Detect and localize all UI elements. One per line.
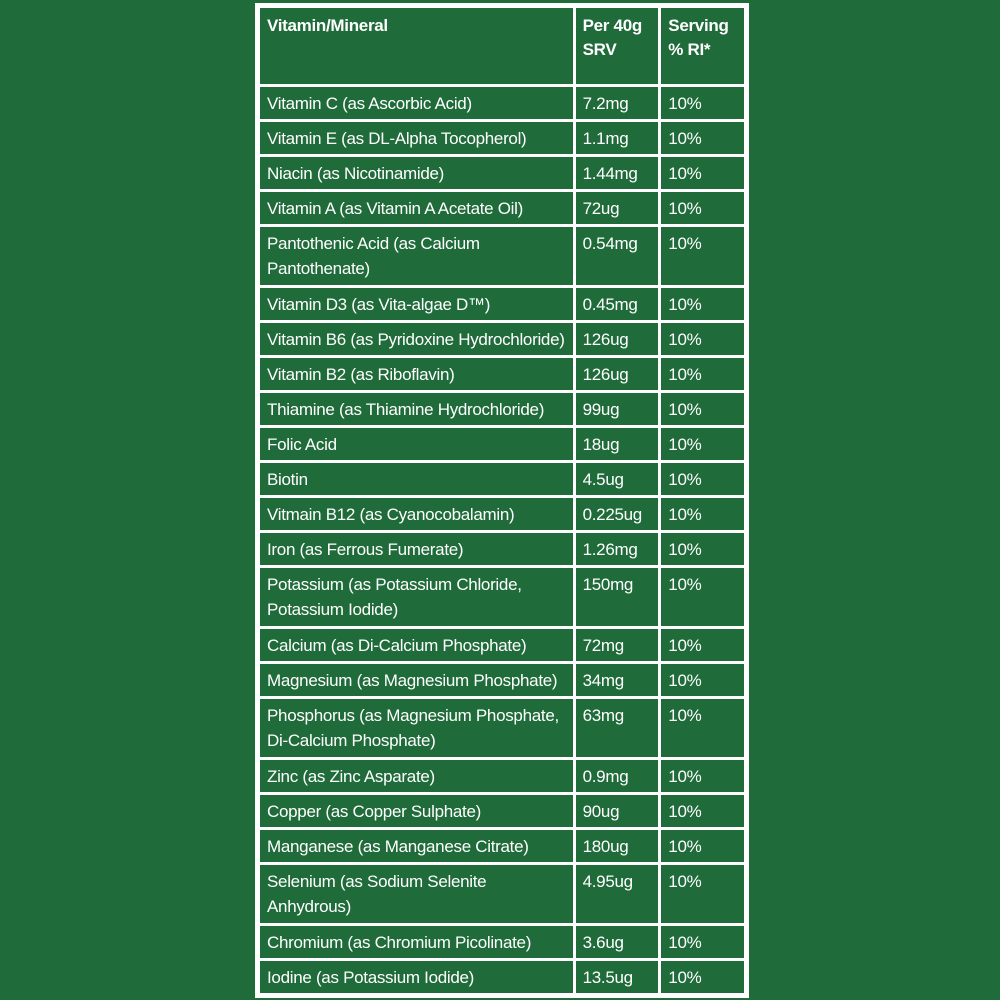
ri-percent-cell: 10% <box>661 463 744 495</box>
table-row <box>260 795 744 827</box>
ri-percent-cell: 10% <box>661 961 744 993</box>
ri-percent-cell: 10% <box>661 358 744 390</box>
table-row <box>260 926 744 958</box>
table-row <box>260 192 744 224</box>
ri-percent-cell: 10% <box>661 830 744 862</box>
ri-percent-cell: 10% <box>661 323 744 355</box>
amount-per-serving-cell: 63mg <box>576 699 659 757</box>
header-ri-line1: Serving <box>668 16 729 35</box>
nutrient-name-cell: Niacin (as Nicotinamide) <box>260 157 573 189</box>
nutrient-name-cell: Folic Acid <box>260 428 573 460</box>
header-per-serving-line1: Per 40g <box>582 16 642 35</box>
ri-percent-cell: 10% <box>661 533 744 565</box>
nutrient-name-cell: Selenium (as Sodium Selenite Anhydrous) <box>260 865 573 923</box>
table-row <box>260 358 744 390</box>
nutrient-name-cell: Magnesium (as Magnesium Phosphate) <box>260 664 573 696</box>
amount-per-serving-cell: 126ug <box>576 323 659 355</box>
nutrient-name-cell: Biotin <box>260 463 573 495</box>
nutrient-name-cell: Copper (as Copper Sulphate) <box>260 795 573 827</box>
nutrient-name-cell: Iodine (as Potassium Iodide) <box>260 961 573 993</box>
header-per-serving-line2: SRV <box>582 40 617 59</box>
nutrient-name-cell: Vitamin B2 (as Riboflavin) <box>260 358 573 390</box>
table-row <box>260 699 744 757</box>
table-body <box>260 87 744 993</box>
nutrient-name-cell: Iron (as Ferrous Fumerate) <box>260 533 573 565</box>
ri-percent-cell: 10% <box>661 699 744 757</box>
ri-percent-cell: 10% <box>661 122 744 154</box>
amount-per-serving-cell: 72mg <box>576 629 659 661</box>
header-vitamin-mineral <box>260 8 573 84</box>
vitamin-mineral-table <box>257 5 747 996</box>
table-row <box>260 629 744 661</box>
ri-percent-cell: 10% <box>661 568 744 626</box>
ri-percent-cell: 10% <box>661 192 744 224</box>
table-header-row <box>260 8 744 84</box>
nutrient-name-cell: Vitamin B6 (as Pyridoxine Hydrochloride) <box>260 323 573 355</box>
header-vitamin-mineral-label: Vitamin/Mineral <box>267 16 388 35</box>
ri-percent-cell: 10% <box>661 926 744 958</box>
table-row <box>260 393 744 425</box>
amount-per-serving-cell: 0.45mg <box>576 288 659 320</box>
header-ri-line2: % RI* <box>668 40 711 59</box>
nutrient-name-cell: Zinc (as Zinc Asparate) <box>260 760 573 792</box>
table-row <box>260 568 744 626</box>
ri-percent-cell: 10% <box>661 664 744 696</box>
nutrient-name-cell: Calcium (as Di-Calcium Phosphate) <box>260 629 573 661</box>
table-row <box>260 87 744 119</box>
amount-per-serving-cell: 1.44mg <box>576 157 659 189</box>
ri-percent-cell: 10% <box>661 498 744 530</box>
table-row <box>260 122 744 154</box>
nutrient-name-cell: Potassium (as Potassium Chloride, Potassium Iodide) <box>260 568 573 626</box>
amount-per-serving-cell: 1.26mg <box>576 533 659 565</box>
nutrient-name-cell: Chromium (as Chromium Picolinate) <box>260 926 573 958</box>
table-row <box>260 830 744 862</box>
ri-percent-cell: 10% <box>661 865 744 923</box>
header-ri <box>661 8 744 84</box>
amount-per-serving-cell: 4.5ug <box>576 463 659 495</box>
ri-percent-cell: 10% <box>661 227 744 285</box>
nutrient-name-cell: Pantothenic Acid (as Calcium Pantothenate) <box>260 227 573 285</box>
nutrient-name-cell: Phosphorus (as Magnesium Phosphate, Di-Calcium Phosphate) <box>260 699 573 757</box>
amount-per-serving-cell: 150mg <box>576 568 659 626</box>
table-row <box>260 760 744 792</box>
amount-per-serving-cell: 34mg <box>576 664 659 696</box>
table-row <box>260 323 744 355</box>
amount-per-serving-cell: 72ug <box>576 192 659 224</box>
ri-percent-cell: 10% <box>661 760 744 792</box>
nutrient-name-cell: Thiamine (as Thiamine Hydrochloride) <box>260 393 573 425</box>
nutrient-name-cell: Vitamin A (as Vitamin A Acetate Oil) <box>260 192 573 224</box>
nutrient-name-cell: Vitamin D3 (as Vita-algae D™) <box>260 288 573 320</box>
amount-per-serving-cell: 7.2mg <box>576 87 659 119</box>
table-row <box>260 227 744 285</box>
table-row <box>260 157 744 189</box>
nutrient-name-cell: Manganese (as Manganese Citrate) <box>260 830 573 862</box>
table-row <box>260 463 744 495</box>
table-row <box>260 664 744 696</box>
amount-per-serving-cell: 90ug <box>576 795 659 827</box>
amount-per-serving-cell: 180ug <box>576 830 659 862</box>
nutrient-name-cell: Vitmain B12 (as Cyanocobalamin) <box>260 498 573 530</box>
table-row <box>260 865 744 923</box>
nutrition-table-container <box>255 3 749 998</box>
amount-per-serving-cell: 4.95ug <box>576 865 659 923</box>
amount-per-serving-cell: 0.9mg <box>576 760 659 792</box>
ri-percent-cell: 10% <box>661 629 744 661</box>
ri-percent-cell: 10% <box>661 157 744 189</box>
amount-per-serving-cell: 126ug <box>576 358 659 390</box>
table-row <box>260 428 744 460</box>
table-row <box>260 961 744 993</box>
amount-per-serving-cell: 3.6ug <box>576 926 659 958</box>
amount-per-serving-cell: 0.225ug <box>576 498 659 530</box>
ri-percent-cell: 10% <box>661 87 744 119</box>
ri-percent-cell: 10% <box>661 428 744 460</box>
ri-percent-cell: 10% <box>661 288 744 320</box>
amount-per-serving-cell: 99ug <box>576 393 659 425</box>
table-row <box>260 288 744 320</box>
amount-per-serving-cell: 0.54mg <box>576 227 659 285</box>
table-row <box>260 498 744 530</box>
ri-percent-cell: 10% <box>661 795 744 827</box>
ri-percent-cell: 10% <box>661 393 744 425</box>
header-per-serving <box>576 8 659 84</box>
nutrient-name-cell: Vitamin C (as Ascorbic Acid) <box>260 87 573 119</box>
nutrient-name-cell: Vitamin E (as DL-Alpha Tocopherol) <box>260 122 573 154</box>
amount-per-serving-cell: 18ug <box>576 428 659 460</box>
amount-per-serving-cell: 13.5ug <box>576 961 659 993</box>
amount-per-serving-cell: 1.1mg <box>576 122 659 154</box>
table-row <box>260 533 744 565</box>
